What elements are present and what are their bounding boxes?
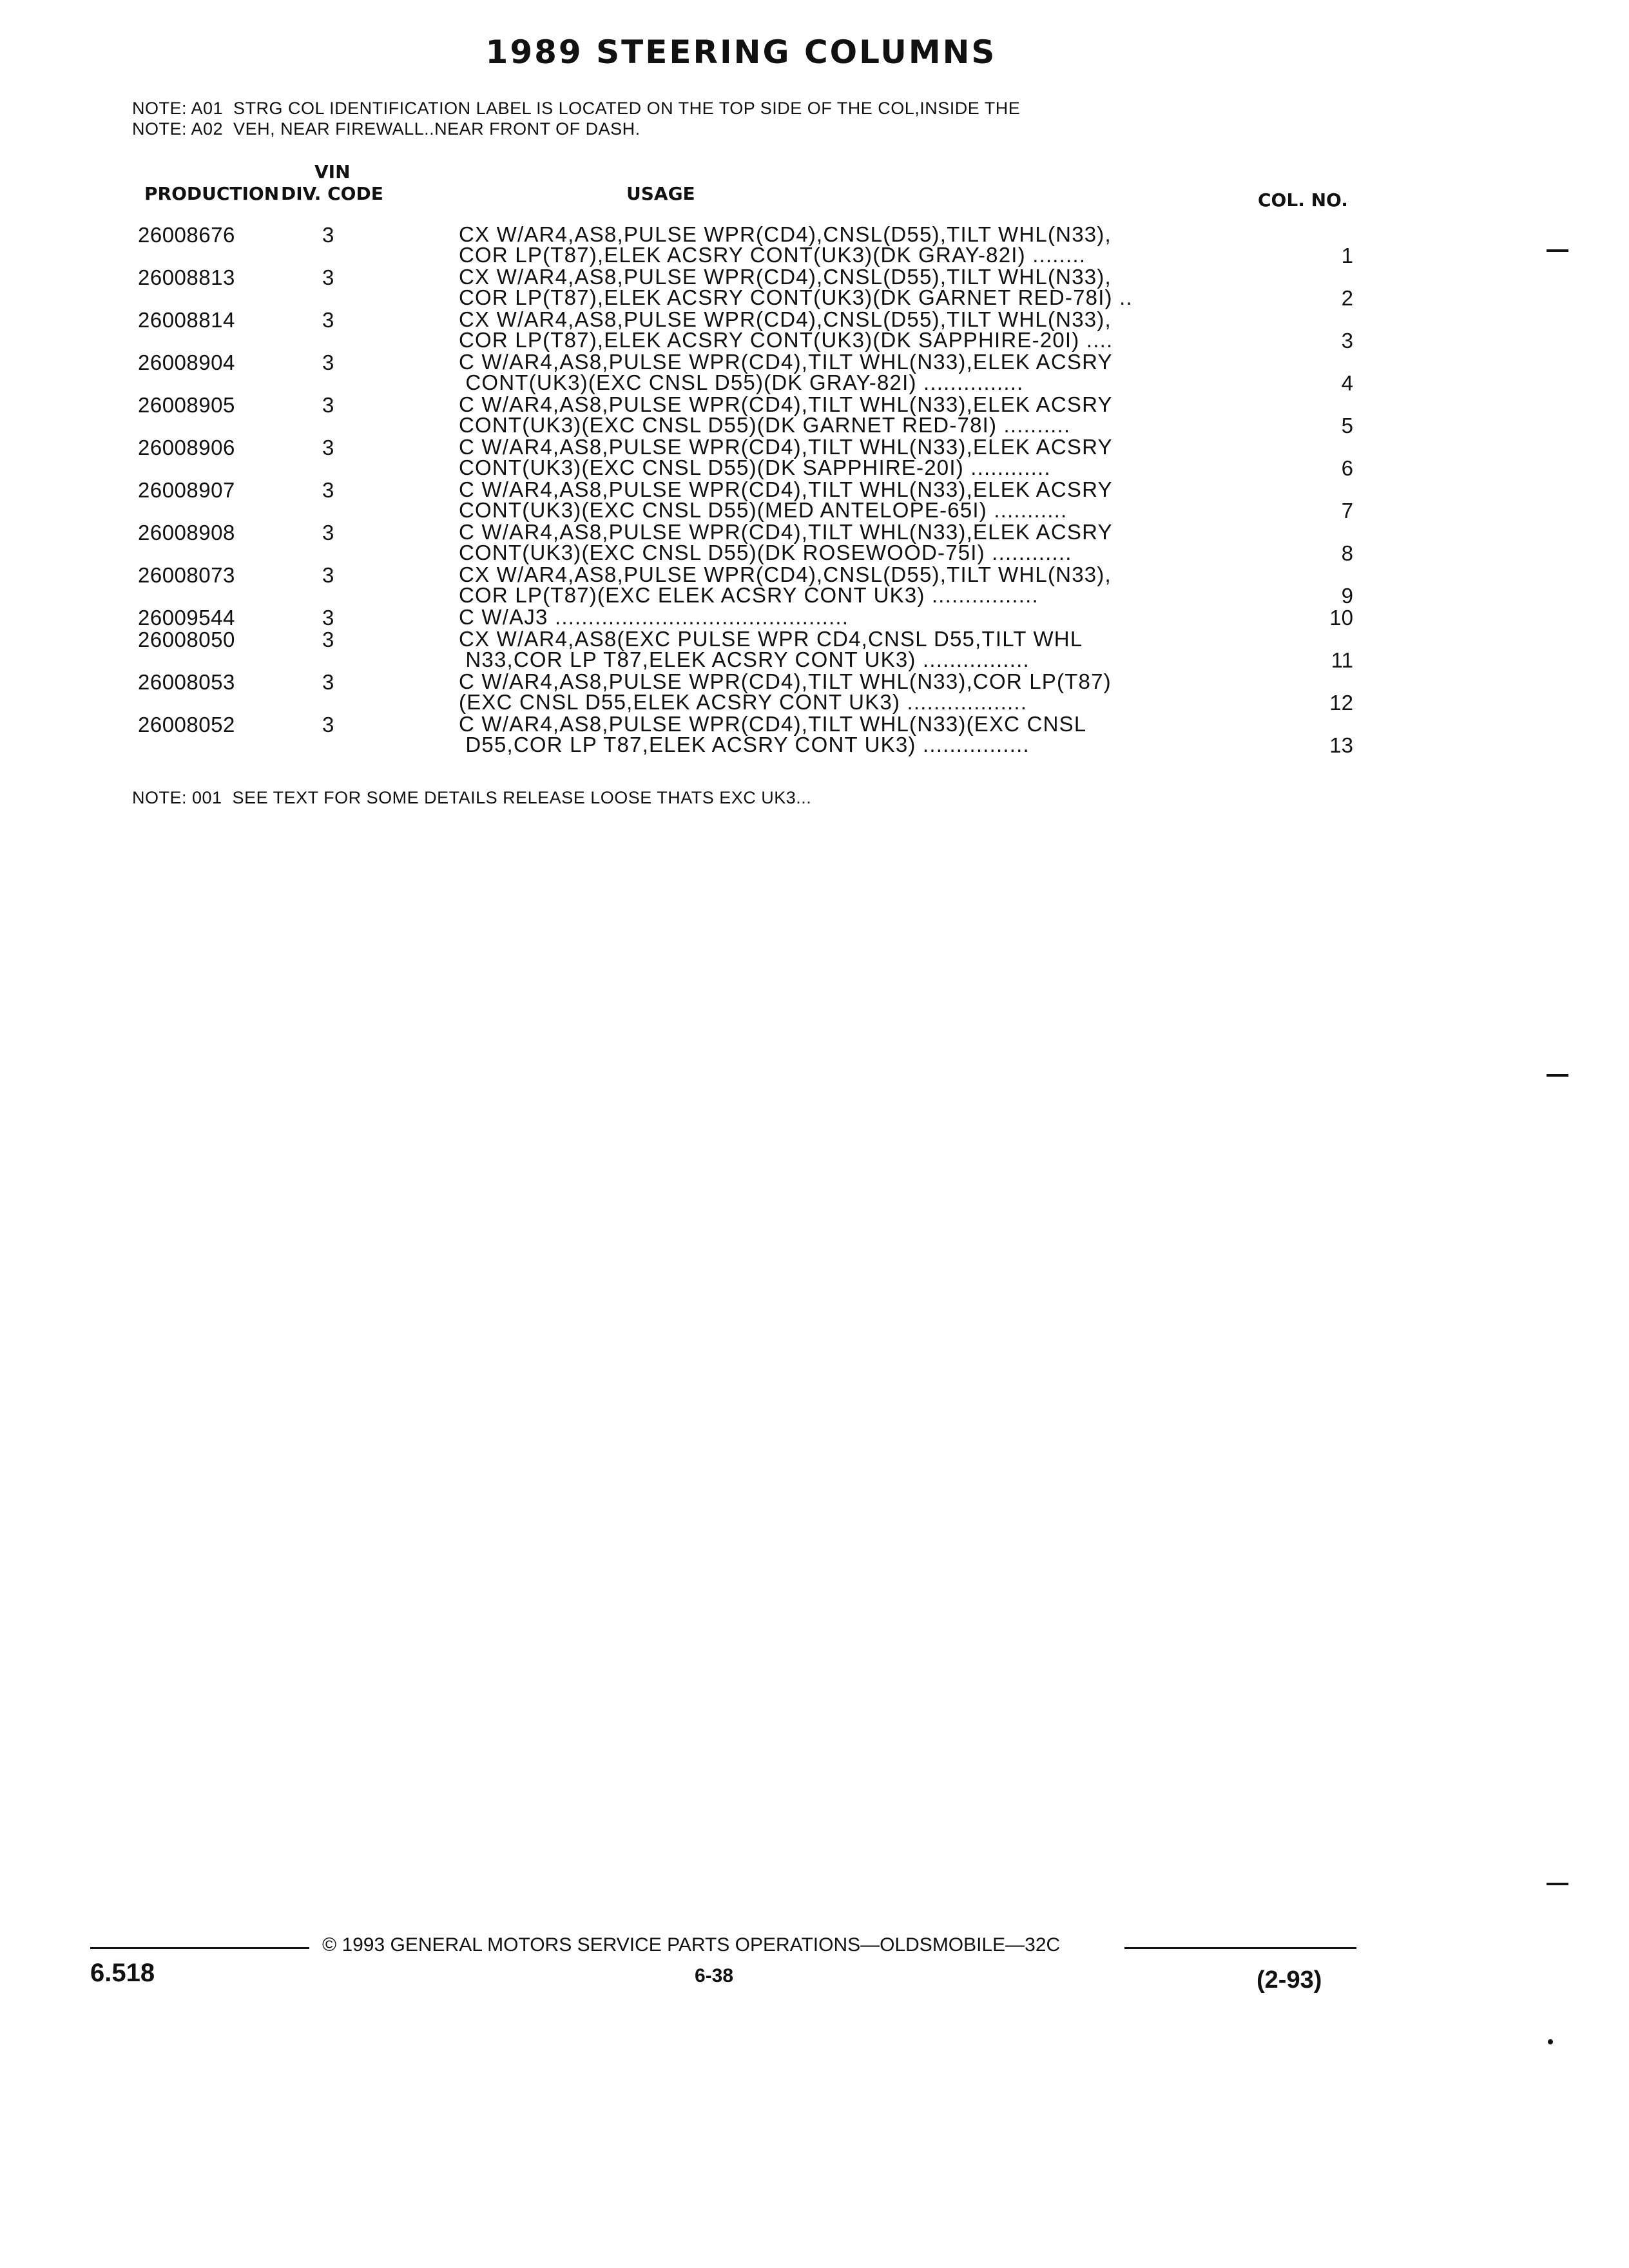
- usage-text: CX W/AR4,AS8,PULSE WPR(CD4),CNSL(D55),TILT WHL(N33), COR LP(T87),ELEK ACSRY CONT(UK3)(DK SAPPHIRE-20I) ....: [459, 307, 1113, 352]
- col-number: 10: [1329, 606, 1353, 629]
- footer-page-number: 6-38: [695, 1965, 734, 1986]
- usage-text: CX W/AR4,AS8,PULSE WPR(CD4),CNSL(D55),TILT WHL(N33), COR LP(T87),ELEK ACSRY CONT(UK3)(DK GARNET RED-78I) ..: [459, 265, 1133, 309]
- col-number: 12: [1329, 691, 1353, 715]
- col-number: 13: [1329, 733, 1353, 757]
- usage-text: C W/AR4,AS8,PULSE WPR(CD4),TILT WHL(N33),ELEK ACSRY CONT(UK3)(EXC CNSL D55)(DK ROSEWOOD-75I) ............: [459, 520, 1113, 564]
- col-number: 7: [1341, 499, 1353, 523]
- div-code: 3: [322, 628, 334, 651]
- usage-text: CX W/AR4,AS8,PULSE WPR(CD4),CNSL(D55),TILT WHL(N33), COR LP(T87)(EXC ELEK ACSRY CONT UK3) ................: [459, 562, 1112, 607]
- div-code: 3: [322, 351, 334, 374]
- note-001: NOTE: 001 SEE TEXT FOR SOME DETAILS RELEASE LOOSE THATS EXC UK3...: [132, 788, 812, 807]
- col-number: 2: [1341, 286, 1353, 310]
- footer-section-number: 6.518: [90, 1959, 155, 1987]
- usage-text: C W/AR4,AS8,PULSE WPR(CD4),TILT WHL(N33),ELEK ACSRY CONT(UK3)(EXC CNSL D55)(DK SAPPHIRE-20I) ............: [459, 435, 1113, 479]
- footer-date: (2-93): [1257, 1966, 1322, 1994]
- production-number: 26008908: [138, 521, 235, 544]
- page-title: 1989 STEERING COLUMNS: [485, 34, 997, 71]
- table-row: [0, 564, 1418, 607]
- note-a01: NOTE: A01 STRG COL IDENTIFICATION LABEL IS LOCATED ON THE TOP SIDE OF THE COL,INSIDE THE: [132, 99, 1021, 118]
- production-number: 26008905: [138, 393, 235, 417]
- production-number: 26008907: [138, 478, 235, 502]
- table-row: [0, 309, 1418, 352]
- table-row: [0, 607, 1418, 629]
- header-vin: VIN: [314, 161, 351, 182]
- col-number: 4: [1341, 371, 1353, 395]
- div-code: 3: [322, 393, 334, 417]
- div-code: 3: [322, 521, 334, 544]
- margin-mark: [1547, 249, 1568, 252]
- div-code: 3: [322, 606, 334, 629]
- div-code: 3: [322, 478, 334, 502]
- div-code: 3: [322, 713, 334, 736]
- div-code: 3: [322, 436, 334, 459]
- header-div-code: DIV. CODE: [281, 183, 383, 204]
- footer-rule-left: [90, 1947, 309, 1949]
- col-number: 3: [1341, 329, 1353, 352]
- table-row: [0, 479, 1418, 522]
- production-number: 26008052: [138, 713, 235, 736]
- margin-dot: [1548, 2039, 1553, 2044]
- div-code: 3: [322, 223, 334, 247]
- usage-text: C W/AR4,AS8,PULSE WPR(CD4),TILT WHL(N33),ELEK ACSRY CONT(UK3)(EXC CNSL D55)(DK GARNET RED-78I) ..........: [459, 392, 1113, 437]
- col-number: 11: [1331, 648, 1353, 672]
- note-a02: NOTE: A02 VEH, NEAR FIREWALL..NEAR FRONT OF DASH.: [132, 119, 641, 139]
- div-code: 3: [322, 670, 334, 694]
- table-row: [0, 714, 1418, 756]
- col-number: 1: [1341, 244, 1353, 267]
- production-number: 26008073: [138, 563, 235, 587]
- div-code: 3: [322, 265, 334, 289]
- production-number: 26008053: [138, 670, 235, 694]
- table-row: [0, 394, 1418, 437]
- table-row: [0, 437, 1418, 479]
- usage-text: C W/AR4,AS8,PULSE WPR(CD4),TILT WHL(N33),COR LP(T87) (EXC CNSL D55,ELEK ACSRY CONT UK3) ..................: [459, 669, 1112, 714]
- table-row: [0, 224, 1418, 267]
- table-row: [0, 267, 1418, 309]
- production-number: 26008904: [138, 351, 235, 374]
- footer-rule-right: [1124, 1947, 1356, 1949]
- usage-text: C W/AR4,AS8,PULSE WPR(CD4),TILT WHL(N33),ELEK ACSRY CONT(UK3)(EXC CNSL D55)(MED ANTELOPE-65I) ...........: [459, 477, 1113, 522]
- steering-column-table: [0, 224, 1418, 756]
- production-number: 26008906: [138, 436, 235, 459]
- div-code: 3: [322, 308, 334, 332]
- production-number: 26008814: [138, 308, 235, 332]
- header-production: PRODUCTION: [144, 183, 280, 204]
- header-usage: USAGE: [626, 183, 695, 204]
- usage-text: C W/AR4,AS8,PULSE WPR(CD4),TILT WHL(N33)(EXC CNSL D55,COR LP T87,ELEK ACSRY CONT UK3) ................: [459, 712, 1087, 756]
- production-number: 26009544: [138, 606, 235, 629]
- col-number: 6: [1341, 456, 1353, 480]
- top-notes: [132, 98, 1020, 139]
- table-row: [0, 352, 1418, 394]
- usage-text: C W/AJ3 ............................................: [459, 605, 849, 629]
- production-number: 26008050: [138, 628, 235, 651]
- usage-text: CX W/AR4,AS8(EXC PULSE WPR CD4,CNSL D55,TILT WHL N33,COR LP T87,ELEK ACSRY CONT UK3) ................: [459, 627, 1083, 671]
- usage-text: CX W/AR4,AS8,PULSE WPR(CD4),CNSL(D55),TILT WHL(N33), COR LP(T87),ELEK ACSRY CONT(UK3)(DK GRAY-82I) ........: [459, 222, 1112, 267]
- margin-mark: [1547, 1074, 1568, 1077]
- table-row: [0, 522, 1418, 564]
- col-number: 9: [1341, 584, 1353, 608]
- div-code: 3: [322, 563, 334, 587]
- col-number: 5: [1341, 414, 1353, 437]
- table-row: [0, 671, 1418, 714]
- production-number: 26008813: [138, 265, 235, 289]
- table-row: [0, 629, 1418, 671]
- margin-mark: [1547, 1883, 1568, 1885]
- usage-text: C W/AR4,AS8,PULSE WPR(CD4),TILT WHL(N33),ELEK ACSRY CONT(UK3)(EXC CNSL D55)(DK GRAY-82I) ...............: [459, 350, 1113, 394]
- col-number: 8: [1341, 541, 1353, 565]
- header-col-no: COL. NO.: [1258, 189, 1348, 211]
- footer-copyright: © 1993 GENERAL MOTORS SERVICE PARTS OPERATIONS—OLDSMOBILE—32C: [322, 1934, 1061, 1956]
- production-number: 26008676: [138, 223, 235, 247]
